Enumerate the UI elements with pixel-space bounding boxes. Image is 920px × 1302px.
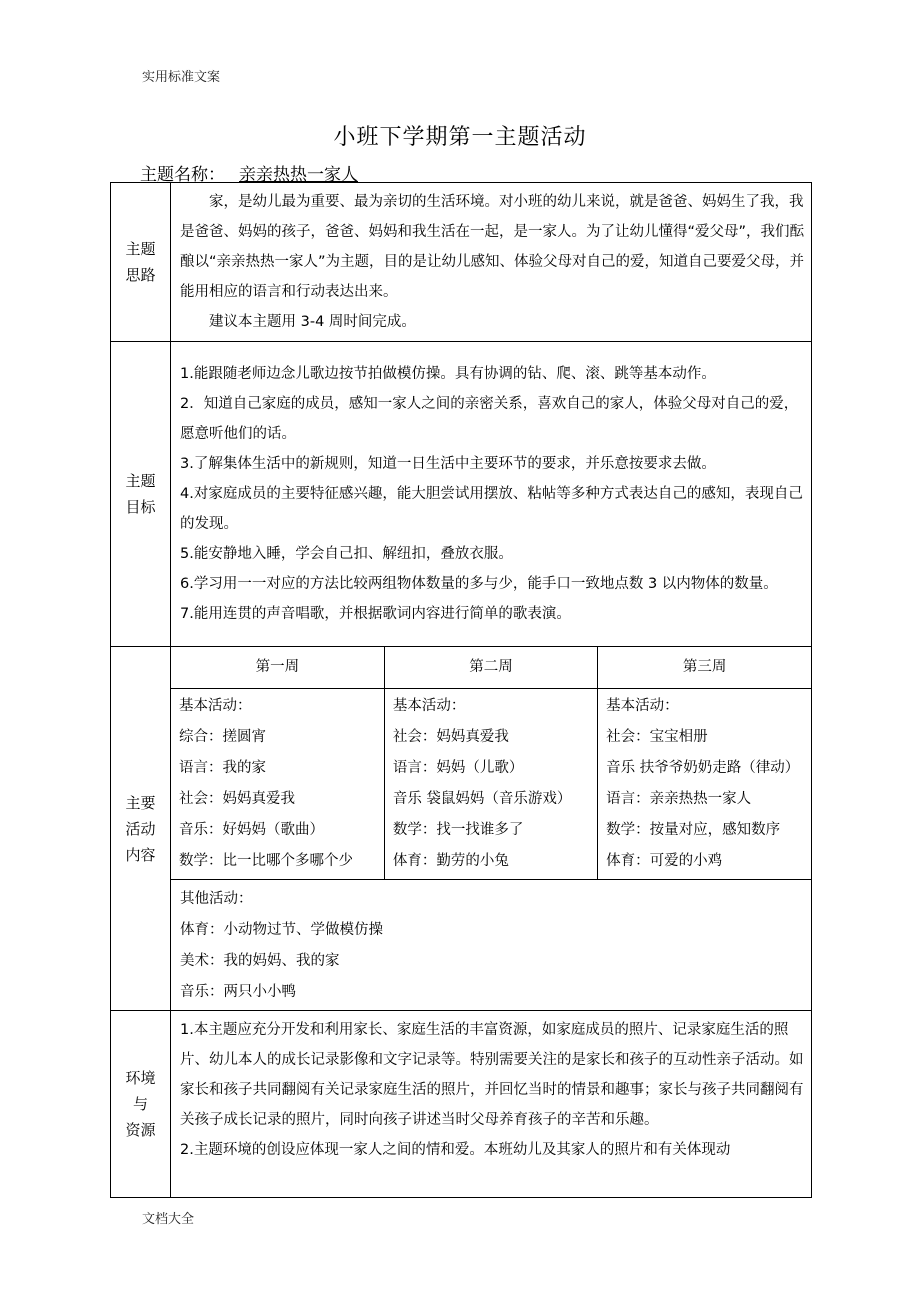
weekly-activities-table [171,647,811,879]
label-activities [111,647,171,1011]
activity-line: 数学：比一比哪个多哪个少 [179,853,353,869]
activity-line: 语言：妈妈（儿歌） [392,760,524,776]
activity-line: 美术：我的妈妈、我的家 [180,953,340,969]
goal-item: 3.了解集体生活中的新规则，知道一日生活中主要环节的要求，并乐意按要求去做。 [180,456,716,472]
activity-line: 体育：可爱的小鸡 [606,853,723,869]
thinking-paragraph: 家，是幼儿最为重要、最为亲切的生活环境。对小班的幼儿来说，就是爸爸、妈妈生了我，我是爸爸、妈妈的孩子，爸爸、妈妈和我生活在一起，是一家人。为了让幼儿懂得“爱父母”，我们酝酿以“亲亲热热一家人”为主题，目的是让幼儿感知、体验父母对自己的爱，知道自己要爱父母，并能用相应的语言和行动表达出来。 [180,194,805,300]
activity-line: 社会：宝宝相册 [606,729,708,745]
row-goals [111,342,812,647]
theme-name: 亲亲热热一家人 [239,165,358,185]
activities-content [171,647,812,1011]
thinking-paragraph: 建议本主题用 3-4 周时间完成。 [209,314,416,330]
goals-content [171,342,812,647]
other-activities [171,879,811,1010]
label-environment [111,1011,171,1198]
label-line: 思路 [125,266,156,284]
environment-clip [180,1015,805,1193]
activity-line: 其他活动： [180,891,253,907]
label-line: 主题 [125,240,156,258]
activity-line: 体育：勤劳的小兔 [392,853,509,869]
environment-content [171,1011,812,1198]
week-3-activities [598,689,811,880]
week-heading: 第二周 [384,647,597,689]
activity-line: 音乐 扶爷爷奶奶走路（律动） [606,760,800,776]
thinking-content [171,183,812,342]
label-line: 环境 [125,1069,156,1087]
row-activities [111,647,812,1011]
environment-item: 2.主题环境的创设应体现一家人之间的情和爱。本班幼儿及其家人的照片和有关体现动 [180,1142,731,1158]
goal-item: 4.对家庭成员的主要特征感兴趣，能大胆尝试用摆放、粘帖等多种方式表达自己的感知，表现自己的发现。 [180,486,803,532]
theme-plan-table [110,182,812,1198]
row-environment [111,1011,812,1198]
activity-line: 基本活动： [392,698,466,714]
theme-label: 主题名称： [140,165,225,185]
goal-item: 5.能安静地入睡，学会自己扣、解纽扣，叠放衣服。 [180,546,513,562]
label-line: 主题 [125,472,156,490]
goal-item: 6.学习用一一对应的方法比较两组物体数量的多与少，能手口一致地点数 3 以内物体的数量。 [180,576,778,592]
activity-line: 社会：妈妈真爱我 [179,791,295,807]
activity-line: 体育：小动物过节、学做模仿操 [180,922,383,938]
label-line: 资源 [125,1121,156,1139]
environment-item: 1.本主题应充分开发和利用家长、家庭生活的丰富资源，如家庭成员的照片、记录家庭生活的照片、幼儿本人的成长记录影像和文字记录等。特别需要关注的是家长和孩子的互动性亲子活动。如家长和孩子共同翻阅有关记录家庭生活的照片，并回忆当时的情景和趣事；家长与孩子共同翻阅有关孩子成长记录的照片，同时向孩子讲述当时父母养育孩子的辛苦和乐趣。 [180,1022,804,1128]
goal-item: 7.能用连贯的声音唱歌，并根据歌词内容进行简单的歌表演。 [180,606,571,622]
goal-item: 1.能跟随老师边念儿歌边按节拍做模仿操。具有协调的钻、爬、滚、跳等基本动作。 [180,366,716,382]
activity-line: 社会：妈妈真爱我 [392,729,509,745]
week-header-row [171,647,811,689]
activity-line: 基本活动： [179,698,252,714]
label-thinking [111,183,171,342]
label-line: 内容 [125,845,156,864]
week-heading: 第一周 [171,647,384,689]
header-note: 实用标准文案 [142,70,221,85]
goal-item: 2．知道自己家庭的成员，感知一家人之间的亲密关系，喜欢自己的家人，体验父母对自己的爱，愿意听他们的话。 [180,396,799,442]
label-goals [111,342,171,647]
label-line: 与 [132,1095,148,1113]
activity-line: 语言：我的家 [179,760,266,776]
label-line: 主要 [125,793,156,812]
activity-line: 音乐 袋鼠妈妈（音乐游戏） [392,791,572,807]
label-line: 目标 [125,498,156,516]
activity-line: 数学：按量对应，感知数序 [606,822,781,838]
label-line: 活动 [125,819,156,838]
activity-line: 基本活动： [606,698,679,714]
week-2-activities [384,689,597,880]
activity-line: 综合：搓圆宵 [179,729,266,745]
activity-line: 音乐：两只小小鸭 [180,984,296,1000]
activity-line: 音乐：好妈妈（歌曲） [179,822,324,838]
footer-note: 文档大全 [142,1212,195,1227]
week-1-activities [171,689,384,880]
activity-line: 数学：找一找谁多了 [392,822,524,838]
row-thinking [111,183,812,342]
activity-line: 语言：亲亲热热一家人 [606,791,752,807]
week-heading: 第三周 [598,647,811,689]
week-content-row [171,689,811,880]
page-title: 小班下学期第一主题活动 [333,125,587,150]
